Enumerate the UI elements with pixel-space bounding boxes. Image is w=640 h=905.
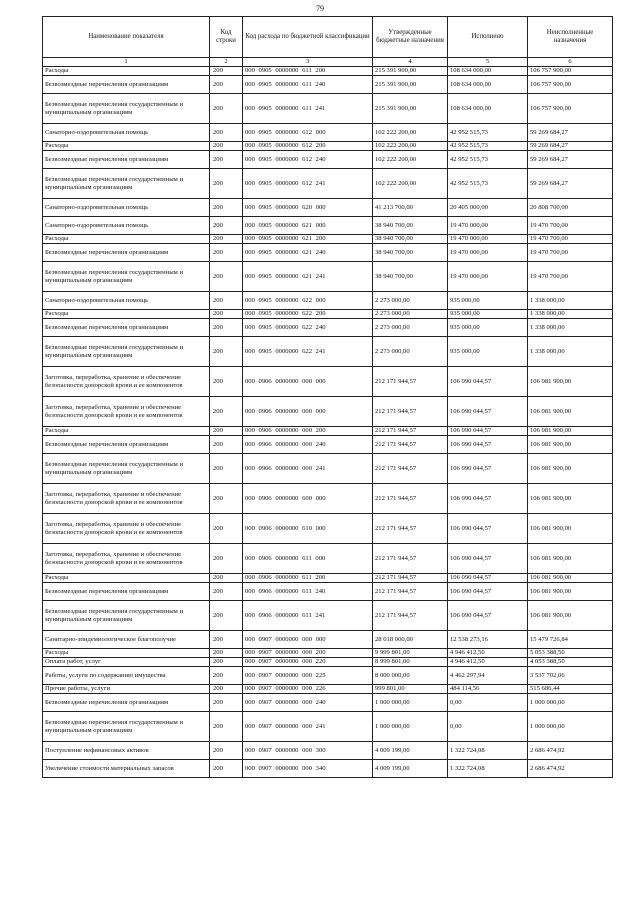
row-kbk-code: 000 0906 0000000 000 240 <box>243 436 373 454</box>
row-kbk-code: 000 0906 0000000 000 241 <box>243 454 373 484</box>
table-row <box>43 712 613 742</box>
row-executed-amount: 19 470 000,00 <box>448 244 528 262</box>
row-approved-amount: 41 213 700,00 <box>373 199 448 217</box>
row-executed-amount: 935 000,00 <box>448 310 528 319</box>
row-executed-amount: 108 634 000,00 <box>448 76 528 94</box>
row-unexecuted-amount: 1 000 000,00 <box>528 712 613 742</box>
table-row <box>43 94 613 124</box>
row-kbk-code: 000 0907 0000000 000 220 <box>243 658 373 667</box>
row-name: Расходы <box>43 310 210 319</box>
row-unexecuted-amount: 106 757 900,00 <box>528 94 613 124</box>
table-row <box>43 244 613 262</box>
row-unexecuted-amount: 2 686 474,92 <box>528 760 613 778</box>
row-name: Работы, услуги по содержанию имущества <box>43 667 210 685</box>
row-kbk-code: 000 0906 0000000 000 000 <box>243 367 373 397</box>
row-kbk-code: 000 0907 0000000 000 240 <box>243 694 373 712</box>
row-unexecuted-amount: 106 081 900,00 <box>528 436 613 454</box>
row-unexecuted-amount: 1 338 000,00 <box>528 319 613 337</box>
row-unexecuted-amount: 106 081 900,00 <box>528 514 613 544</box>
column-number: 3 <box>243 58 373 67</box>
row-name: Заготовка, переработка, хранение и обеспечение безопасности донорской крови и ее компонентов <box>43 514 210 544</box>
row-name: Безвозмездные перечисления организациям <box>43 319 210 337</box>
row-unexecuted-amount: 515 686,44 <box>528 685 613 694</box>
row-code: 200 <box>210 292 243 310</box>
row-unexecuted-amount: 59 269 684,27 <box>528 151 613 169</box>
table-row <box>43 631 613 649</box>
row-approved-amount: 8 000 000,00 <box>373 667 448 685</box>
header-name: Наименование показателя <box>43 17 210 58</box>
row-unexecuted-amount: 20 808 700,00 <box>528 199 613 217</box>
row-code: 200 <box>210 631 243 649</box>
table-row <box>43 397 613 427</box>
row-name: Безвозмездные перечисления государственным и муниципальным организациям <box>43 262 210 292</box>
row-executed-amount: 0,00 <box>448 712 528 742</box>
row-name: Безвозмездные перечисления государственным и муниципальным организациям <box>43 712 210 742</box>
row-code: 200 <box>210 67 243 76</box>
row-name: Санаторно-оздоровительная помощь <box>43 124 210 142</box>
row-name: Оплата работ, услуг <box>43 658 210 667</box>
table-row <box>43 67 613 76</box>
row-approved-amount: 212 171 944,57 <box>373 427 448 436</box>
table-row <box>43 235 613 244</box>
row-code: 200 <box>210 337 243 367</box>
row-kbk-code: 000 0906 0000000 000 200 <box>243 427 373 436</box>
row-kbk-code: 000 0906 0000000 611 240 <box>243 583 373 601</box>
row-executed-amount: 106 090 044,57 <box>448 436 528 454</box>
row-code: 200 <box>210 712 243 742</box>
row-kbk-code: 000 0907 0000000 000 226 <box>243 685 373 694</box>
row-unexecuted-amount: 19 470 700,00 <box>528 262 613 292</box>
row-code: 200 <box>210 484 243 514</box>
row-approved-amount: 2 273 000,00 <box>373 337 448 367</box>
table-row <box>43 292 613 310</box>
row-approved-amount: 102 222 200,00 <box>373 151 448 169</box>
table-row <box>43 667 613 685</box>
row-approved-amount: 212 171 944,57 <box>373 454 448 484</box>
row-unexecuted-amount: 59 269 684,27 <box>528 169 613 199</box>
row-name: Безвозмездные перечисления организациям <box>43 76 210 94</box>
row-executed-amount: 106 090 044,57 <box>448 544 528 574</box>
table-row <box>43 658 613 667</box>
row-executed-amount: 106 090 044,57 <box>448 514 528 544</box>
column-number: 4 <box>373 58 448 67</box>
row-kbk-code: 000 0905 0000000 621 000 <box>243 217 373 235</box>
table-header-row <box>43 17 613 58</box>
row-unexecuted-amount: 106 081 900,00 <box>528 583 613 601</box>
row-executed-amount: 108 634 000,00 <box>448 94 528 124</box>
row-approved-amount: 2 273 000,00 <box>373 310 448 319</box>
row-code: 200 <box>210 217 243 235</box>
row-code: 200 <box>210 742 243 760</box>
row-approved-amount: 999 801,00 <box>373 685 448 694</box>
row-approved-amount: 212 171 944,57 <box>373 397 448 427</box>
row-approved-amount: 28 018 000,00 <box>373 631 448 649</box>
row-executed-amount: 4 946 412,50 <box>448 649 528 658</box>
table-row <box>43 124 613 142</box>
row-approved-amount: 212 171 944,57 <box>373 367 448 397</box>
row-approved-amount: 38 940 700,00 <box>373 217 448 235</box>
row-unexecuted-amount: 5 053 388,50 <box>528 649 613 658</box>
table-row <box>43 262 613 292</box>
row-executed-amount: 106 090 044,57 <box>448 601 528 631</box>
row-name: Расходы <box>43 142 210 151</box>
table-row <box>43 694 613 712</box>
row-name: Безвозмездные перечисления государственным и муниципальным организациям <box>43 454 210 484</box>
row-name: Расходы <box>43 235 210 244</box>
table-body <box>43 67 613 778</box>
header-code: Код строки <box>210 17 243 58</box>
row-kbk-code: 000 0906 0000000 610 000 <box>243 514 373 544</box>
row-approved-amount: 212 171 944,57 <box>373 574 448 583</box>
row-kbk-code: 000 0905 0000000 612 200 <box>243 142 373 151</box>
row-code: 200 <box>210 76 243 94</box>
table-row <box>43 454 613 484</box>
row-code: 200 <box>210 262 243 292</box>
row-code: 200 <box>210 235 243 244</box>
row-name: Безвозмездные перечисления организациям <box>43 151 210 169</box>
row-code: 200 <box>210 649 243 658</box>
table-row <box>43 319 613 337</box>
row-unexecuted-amount: 1 338 000,00 <box>528 292 613 310</box>
row-unexecuted-amount: 19 470 700,00 <box>528 244 613 262</box>
row-code: 200 <box>210 427 243 436</box>
row-unexecuted-amount: 106 081 900,00 <box>528 397 613 427</box>
row-unexecuted-amount: 2 686 474,92 <box>528 742 613 760</box>
row-code: 200 <box>210 685 243 694</box>
row-code: 200 <box>210 244 243 262</box>
row-executed-amount: 108 634 000,00 <box>448 67 528 76</box>
row-name: Прочие работы, услуги <box>43 685 210 694</box>
row-code: 200 <box>210 544 243 574</box>
row-kbk-code: 000 0905 0000000 612 241 <box>243 169 373 199</box>
row-kbk-code: 000 0906 0000000 611 241 <box>243 601 373 631</box>
table-row <box>43 367 613 397</box>
row-kbk-code: 000 0906 0000000 000 000 <box>243 397 373 427</box>
row-approved-amount: 38 940 700,00 <box>373 262 448 292</box>
row-approved-amount: 215 391 900,00 <box>373 76 448 94</box>
row-kbk-code: 000 0907 0000000 000 340 <box>243 760 373 778</box>
row-approved-amount: 212 171 944,57 <box>373 484 448 514</box>
row-code: 200 <box>210 367 243 397</box>
row-name: Безвозмездные перечисления организациям <box>43 244 210 262</box>
row-name: Санаторно-оздоровительная помощь <box>43 292 210 310</box>
table-row <box>43 601 613 631</box>
row-approved-amount: 102 222 200,00 <box>373 169 448 199</box>
table-row <box>43 427 613 436</box>
row-kbk-code: 000 0905 0000000 622 000 <box>243 292 373 310</box>
row-kbk-code: 000 0905 0000000 621 200 <box>243 235 373 244</box>
budget-execution-table <box>42 16 613 778</box>
row-approved-amount: 1 000 000,00 <box>373 694 448 712</box>
row-name: Санаторно-оздоровительная помощь <box>43 199 210 217</box>
row-executed-amount: 4 462 297,94 <box>448 667 528 685</box>
row-unexecuted-amount: 3 537 702,06 <box>528 667 613 685</box>
row-kbk-code: 000 0905 0000000 611 241 <box>243 94 373 124</box>
row-approved-amount: 1 000 000,00 <box>373 712 448 742</box>
row-kbk-code: 000 0905 0000000 611 200 <box>243 67 373 76</box>
row-name: Расходы <box>43 649 210 658</box>
table-row <box>43 583 613 601</box>
row-approved-amount: 102 222 200,00 <box>373 142 448 151</box>
row-unexecuted-amount: 1 338 000,00 <box>528 310 613 319</box>
row-executed-amount: 42 952 515,73 <box>448 124 528 142</box>
row-name: Безвозмездные перечисления государственным и муниципальным организациям <box>43 94 210 124</box>
row-executed-amount: 20 405 000,00 <box>448 199 528 217</box>
row-executed-amount: 935 000,00 <box>448 337 528 367</box>
row-code: 200 <box>210 94 243 124</box>
row-name: Безвозмездные перечисления государственным и муниципальным организациям <box>43 169 210 199</box>
row-code: 200 <box>210 142 243 151</box>
row-executed-amount: 106 090 044,57 <box>448 454 528 484</box>
row-unexecuted-amount: 106 757 900,00 <box>528 67 613 76</box>
row-code: 200 <box>210 397 243 427</box>
column-number: 2 <box>210 58 243 67</box>
row-approved-amount: 2 273 000,00 <box>373 319 448 337</box>
table-row <box>43 199 613 217</box>
header-kbk: Код расхода по бюджетной классификации <box>243 17 373 58</box>
row-executed-amount: 19 470 000,00 <box>448 217 528 235</box>
row-unexecuted-amount: 106 081 900,00 <box>528 574 613 583</box>
header-unexecuted: Неисполненные назначения <box>528 17 613 58</box>
row-kbk-code: 000 0905 0000000 620 000 <box>243 199 373 217</box>
row-executed-amount: 42 952 515,73 <box>448 169 528 199</box>
row-kbk-code: 000 0905 0000000 622 200 <box>243 310 373 319</box>
row-unexecuted-amount: 106 081 900,00 <box>528 454 613 484</box>
row-kbk-code: 000 0905 0000000 611 240 <box>243 76 373 94</box>
row-approved-amount: 9 999 801,00 <box>373 649 448 658</box>
row-name: Расходы <box>43 427 210 436</box>
row-code: 200 <box>210 124 243 142</box>
row-executed-amount: 42 952 515,73 <box>448 142 528 151</box>
table-row <box>43 337 613 367</box>
row-code: 200 <box>210 583 243 601</box>
row-kbk-code: 000 0907 0000000 000 225 <box>243 667 373 685</box>
row-kbk-code: 000 0905 0000000 612 240 <box>243 151 373 169</box>
row-executed-amount: 106 090 044,57 <box>448 397 528 427</box>
row-unexecuted-amount: 19 470 700,00 <box>528 217 613 235</box>
row-approved-amount: 8 999 801,00 <box>373 658 448 667</box>
table-row <box>43 760 613 778</box>
row-name: Расходы <box>43 67 210 76</box>
row-executed-amount: 12 538 273,16 <box>448 631 528 649</box>
row-code: 200 <box>210 574 243 583</box>
row-code: 200 <box>210 436 243 454</box>
row-approved-amount: 4 009 199,00 <box>373 760 448 778</box>
row-executed-amount: 106 090 044,57 <box>448 367 528 397</box>
table-row <box>43 544 613 574</box>
row-name: Безвозмездные перечисления организациям <box>43 436 210 454</box>
row-name: Увеличение стоимости материальных запасов <box>43 760 210 778</box>
row-name: Заготовка, переработка, хранение и обеспечение безопасности донорской крови и ее компонентов <box>43 397 210 427</box>
page-number: 79 <box>316 4 324 13</box>
table-row <box>43 574 613 583</box>
row-name: Безвозмездные перечисления организациям <box>43 583 210 601</box>
row-executed-amount: 106 090 044,57 <box>448 574 528 583</box>
row-unexecuted-amount: 1 000 000,00 <box>528 694 613 712</box>
row-unexecuted-amount: 1 338 000,00 <box>528 337 613 367</box>
row-kbk-code: 000 0905 0000000 621 240 <box>243 244 373 262</box>
row-unexecuted-amount: 106 081 900,00 <box>528 484 613 514</box>
row-unexecuted-amount: 15 479 726,84 <box>528 631 613 649</box>
row-executed-amount: 106 090 044,57 <box>448 484 528 514</box>
row-name: Расходы <box>43 574 210 583</box>
table-row <box>43 142 613 151</box>
row-name: Поступление нефинансовых активов <box>43 742 210 760</box>
row-kbk-code: 000 0906 0000000 611 000 <box>243 544 373 574</box>
row-name: Санаторно-оздоровительная помощь <box>43 217 210 235</box>
row-code: 200 <box>210 760 243 778</box>
row-executed-amount: 1 322 724,08 <box>448 760 528 778</box>
row-kbk-code: 000 0906 0000000 611 200 <box>243 574 373 583</box>
row-unexecuted-amount: 106 757 900,00 <box>528 76 613 94</box>
row-executed-amount: 19 470 000,00 <box>448 262 528 292</box>
table-row <box>43 514 613 544</box>
row-code: 200 <box>210 601 243 631</box>
row-executed-amount: 106 090 044,57 <box>448 427 528 436</box>
column-number-row <box>43 58 613 67</box>
row-unexecuted-amount: 19 470 700,00 <box>528 235 613 244</box>
table-row <box>43 169 613 199</box>
row-name: Безвозмездные перечисления организациям <box>43 694 210 712</box>
row-executed-amount: 106 090 044,57 <box>448 583 528 601</box>
row-code: 200 <box>210 694 243 712</box>
row-executed-amount: 0,00 <box>448 694 528 712</box>
row-unexecuted-amount: 106 081 900,00 <box>528 601 613 631</box>
row-name: Заготовка, переработка, хранение и обеспечение безопасности донорской крови и ее компонентов <box>43 367 210 397</box>
header-executed: Исполнено <box>448 17 528 58</box>
row-approved-amount: 212 171 944,57 <box>373 544 448 574</box>
row-kbk-code: 000 0907 0000000 000 000 <box>243 631 373 649</box>
row-kbk-code: 000 0905 0000000 621 241 <box>243 262 373 292</box>
row-code: 200 <box>210 151 243 169</box>
table-row <box>43 436 613 454</box>
row-approved-amount: 212 171 944,57 <box>373 436 448 454</box>
column-number: 6 <box>528 58 613 67</box>
row-kbk-code: 000 0907 0000000 000 241 <box>243 712 373 742</box>
row-kbk-code: 000 0907 0000000 000 200 <box>243 649 373 658</box>
row-approved-amount: 2 273 000,00 <box>373 292 448 310</box>
row-approved-amount: 38 940 700,00 <box>373 235 448 244</box>
column-number: 5 <box>448 58 528 67</box>
row-code: 200 <box>210 310 243 319</box>
row-code: 200 <box>210 319 243 337</box>
row-approved-amount: 38 940 700,00 <box>373 244 448 262</box>
table-row <box>43 217 613 235</box>
row-unexecuted-amount: 59 269 684,27 <box>528 124 613 142</box>
row-kbk-code: 000 0905 0000000 622 241 <box>243 337 373 367</box>
row-executed-amount: 484 114,56 <box>448 685 528 694</box>
row-name: Безвозмездные перечисления государственным и муниципальным организациям <box>43 337 210 367</box>
row-code: 200 <box>210 199 243 217</box>
table-row <box>43 649 613 658</box>
table-row <box>43 76 613 94</box>
table-row <box>43 742 613 760</box>
row-name: Заготовка, переработка, хранение и обеспечение безопасности донорской крови и ее компонентов <box>43 484 210 514</box>
row-name: Безвозмездные перечисления государственным и муниципальным организациям <box>43 601 210 631</box>
header-approved: Утвержденные бюджетные назначения <box>373 17 448 58</box>
row-executed-amount: 935 000,00 <box>448 319 528 337</box>
row-unexecuted-amount: 59 269 684,27 <box>528 142 613 151</box>
row-executed-amount: 42 952 515,73 <box>448 151 528 169</box>
row-code: 200 <box>210 169 243 199</box>
row-unexecuted-amount: 106 081 900,00 <box>528 427 613 436</box>
row-name: Заготовка, переработка, хранение и обеспечение безопасности донорской крови и ее компонентов <box>43 544 210 574</box>
row-approved-amount: 4 009 199,00 <box>373 742 448 760</box>
row-kbk-code: 000 0906 0000000 600 000 <box>243 484 373 514</box>
row-approved-amount: 212 171 944,57 <box>373 514 448 544</box>
row-code: 200 <box>210 514 243 544</box>
row-kbk-code: 000 0907 0000000 000 300 <box>243 742 373 760</box>
row-approved-amount: 212 171 944,57 <box>373 601 448 631</box>
row-executed-amount: 935 000,00 <box>448 292 528 310</box>
row-unexecuted-amount: 106 081 900,00 <box>528 544 613 574</box>
table-row <box>43 685 613 694</box>
row-unexecuted-amount: 4 053 388,50 <box>528 658 613 667</box>
row-executed-amount: 1 322 724,08 <box>448 742 528 760</box>
table-row <box>43 484 613 514</box>
row-approved-amount: 212 171 944,57 <box>373 583 448 601</box>
row-kbk-code: 000 0905 0000000 612 000 <box>243 124 373 142</box>
row-code: 200 <box>210 658 243 667</box>
row-name: Санитарно-эпидемиологическое благополучие <box>43 631 210 649</box>
row-approved-amount: 215 391 900,00 <box>373 67 448 76</box>
table-row <box>43 310 613 319</box>
row-executed-amount: 19 470 000,00 <box>448 235 528 244</box>
table-row <box>43 151 613 169</box>
row-kbk-code: 000 0905 0000000 622 240 <box>243 319 373 337</box>
row-approved-amount: 102 222 200,00 <box>373 124 448 142</box>
row-approved-amount: 215 391 900,00 <box>373 94 448 124</box>
column-number: 1 <box>43 58 210 67</box>
row-unexecuted-amount: 106 081 900,00 <box>528 367 613 397</box>
row-executed-amount: 4 946 412,50 <box>448 658 528 667</box>
row-code: 200 <box>210 667 243 685</box>
row-code: 200 <box>210 454 243 484</box>
